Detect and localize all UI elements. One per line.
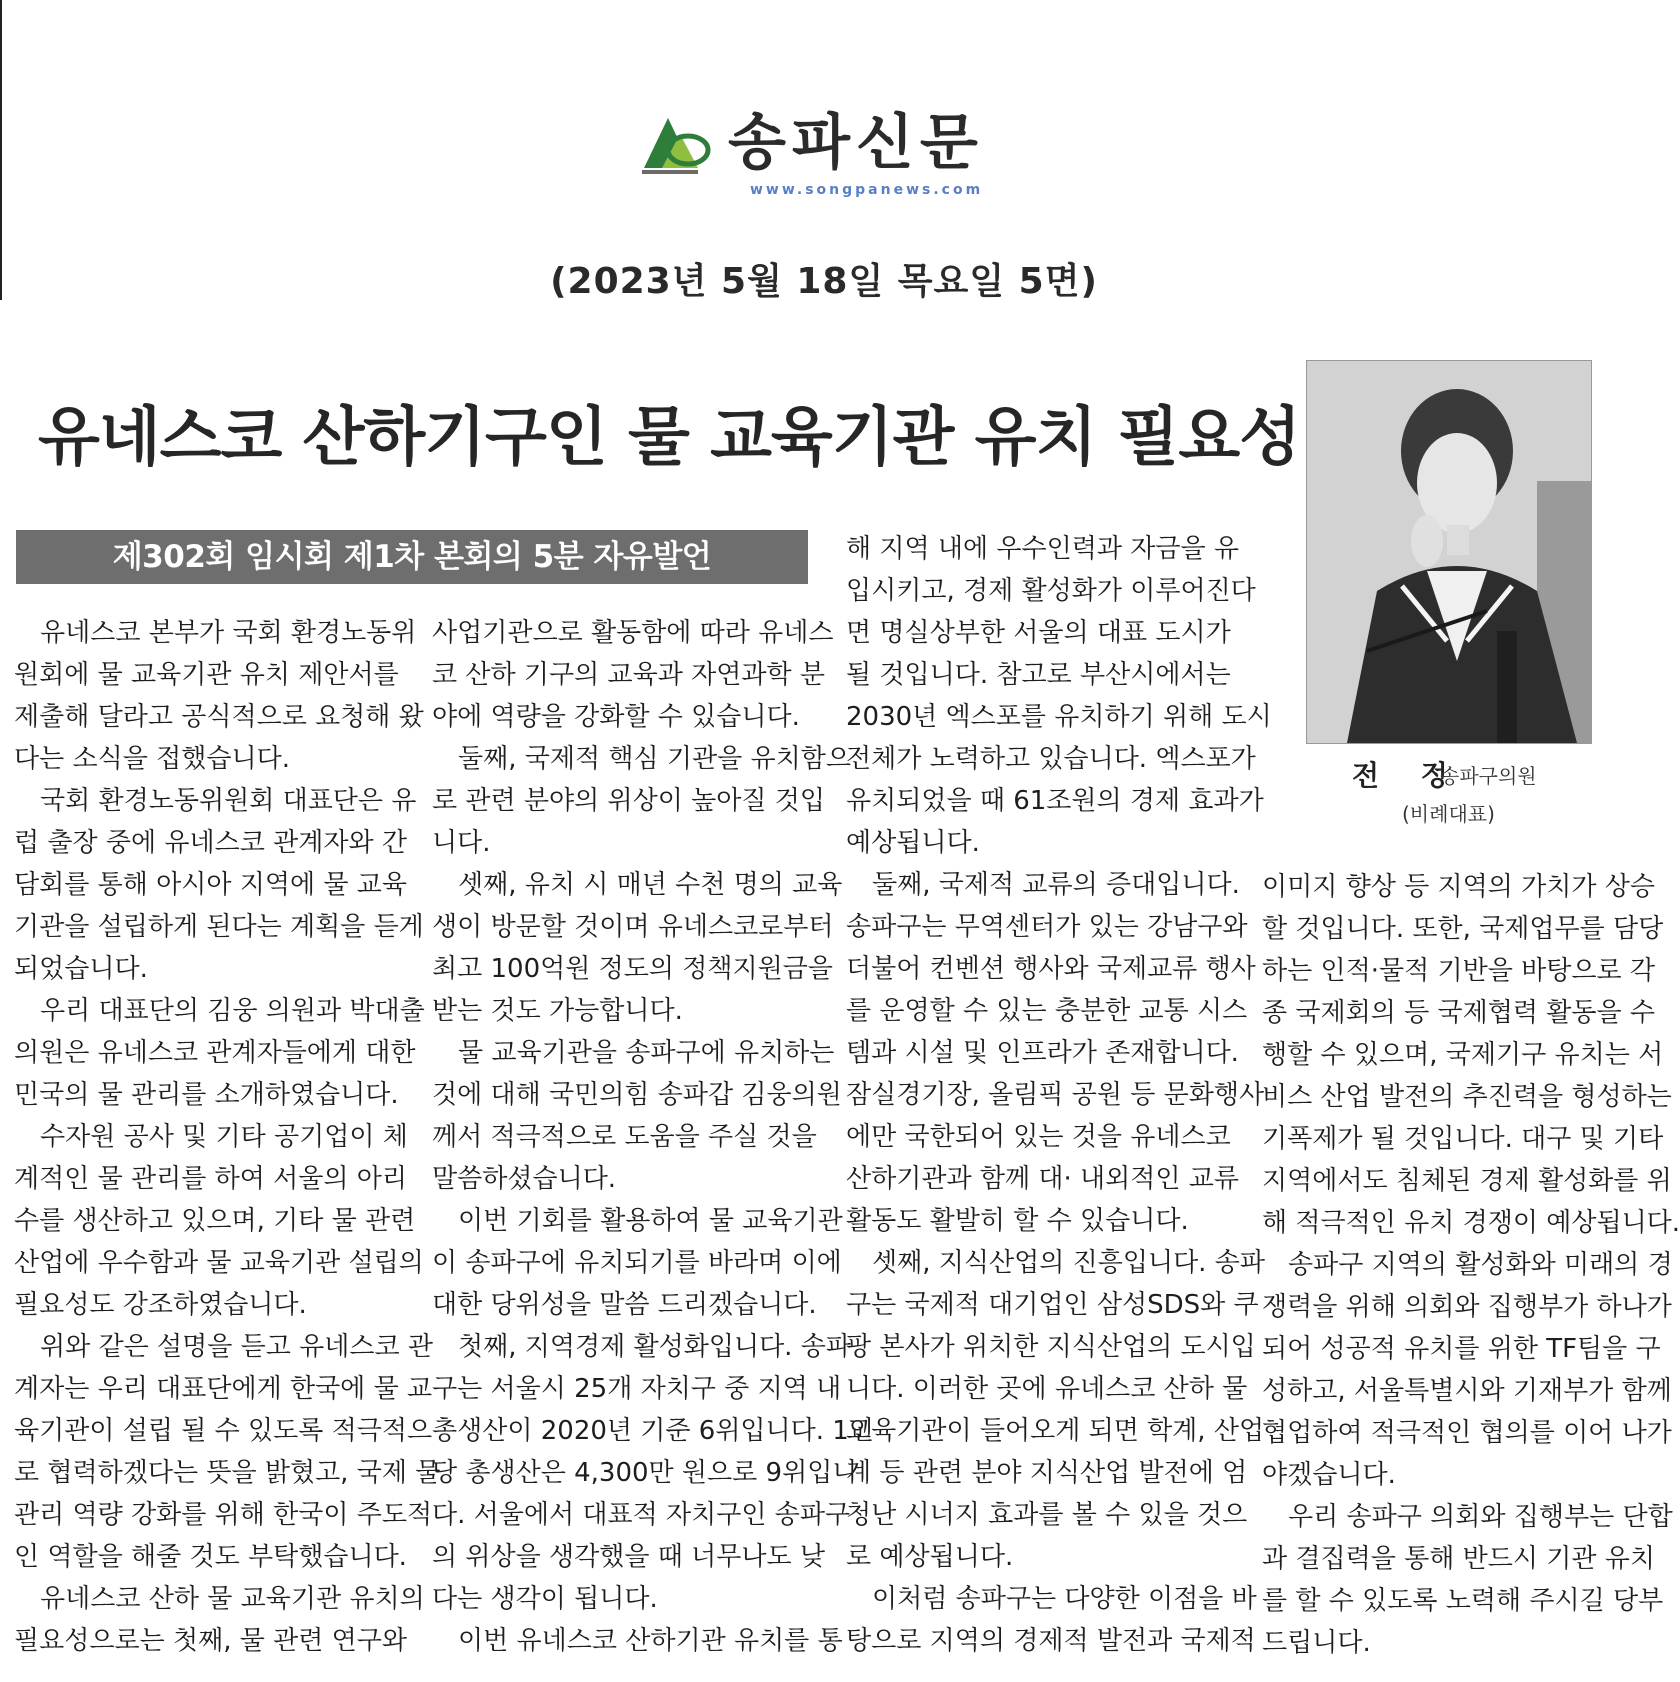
- article-line: 셋째, 지식산업의 진흥입니다. 송파: [872, 1248, 1265, 1278]
- article-line: 야겠습니다.: [1262, 1460, 1396, 1490]
- article-line: 첫째, 지역경제 활성화입니다. 송파: [458, 1332, 851, 1362]
- article-line: 이미지 향상 등 지역의 가치가 상승: [1262, 872, 1655, 902]
- article-line: 송파구 지역의 활성화와 미래의 경: [1288, 1250, 1673, 1280]
- article-line: 더불어 컨벤션 행사와 국제교류 행사: [846, 954, 1256, 984]
- article-line: 니다. 이러한 곳에 유네스코 산하 물: [846, 1374, 1248, 1404]
- article-line: 총생산이 2020년 기준 6위입니다. 1인: [432, 1416, 874, 1446]
- article-line: 당 총생산은 4,300만 원으로 9위입니: [432, 1458, 858, 1488]
- article-line: 다. 서울에서 대표적 자치구인 송파구: [432, 1500, 851, 1530]
- article-line: 에만 국한되어 있는 것을 유네스코: [846, 1122, 1231, 1152]
- article-column-4: [1262, 866, 1680, 1664]
- article-line: 비스 산업 발전의 추진력을 형성하는: [1262, 1082, 1672, 1112]
- article-line: 이처럼 송파구는 다양한 이점을 바: [872, 1584, 1257, 1614]
- article-line: 하는 인적·물적 기반을 바탕으로 각: [1262, 956, 1655, 986]
- article-line: 니다.: [432, 828, 491, 858]
- article-line: 를 할 수 있도록 노력해 주시길 당부: [1262, 1586, 1664, 1616]
- article-line: 야에 역량을 강화할 수 있습니다.: [432, 702, 800, 732]
- article-line: 로 협력하겠다는 뜻을 밝혔고, 국제 물: [14, 1458, 441, 1488]
- article-line: 인 역할을 해줄 것도 부탁했습니다.: [14, 1542, 407, 1572]
- article-line: 면 명실상부한 서울의 대표 도시가: [846, 618, 1231, 648]
- article-line: 이번 유네스코 산하기관 유치를 통: [458, 1626, 843, 1656]
- article-line: 유네스코 산하 물 교육기관 유치의: [40, 1584, 425, 1614]
- article-line: 탕으로 지역의 경제적 발전과 국제적: [846, 1626, 1256, 1656]
- author-name: 전 정: [1352, 759, 1464, 792]
- article-line: 산업에 우수함과 물 교육기관 설립의: [14, 1248, 424, 1278]
- article-line: 필요성으로는 첫째, 물 관련 연구와: [14, 1626, 407, 1656]
- article-line: 이번 기회를 활용하여 물 교육기관: [458, 1206, 843, 1236]
- article-line: 송파구는 무역센터가 있는 강남구와: [846, 912, 1248, 942]
- article-line: 협업하여 적극적인 협의를 이어 나가: [1262, 1418, 1672, 1448]
- article-line: 다는 소식을 접했습니다.: [14, 744, 290, 774]
- article-line: 우리 대표단의 김웅 의원과 박대출: [40, 996, 425, 1026]
- article-line: 이 송파구에 유치되기를 바라며 이에: [432, 1248, 842, 1278]
- article-line: 산하기관과 함께 대· 내외적인 교류: [846, 1164, 1239, 1194]
- article-line: 성하고, 서울특별시와 기재부가 함께: [1262, 1376, 1672, 1406]
- article-line: 청난 시너지 효과를 볼 수 있을 것으: [846, 1500, 1248, 1530]
- article-line: 셋째, 유치 시 매년 수천 명의 교육: [458, 870, 843, 900]
- article-headline: 유네스코 산하기구인 물 교육기관 유치 필요성: [38, 401, 1301, 475]
- article-line: 우리 송파구 의회와 집행부는 단합: [1288, 1502, 1673, 1532]
- article-line: 담회를 통해 아시아 지역에 물 교육: [14, 870, 407, 900]
- masthead: [640, 108, 1030, 198]
- article-line: 원회에 물 교육기관 유치 제안서를: [14, 660, 399, 690]
- article-line: 템과 시설 및 인프라가 존재합니다.: [846, 1038, 1239, 1068]
- article-line: 수자원 공사 및 기타 공기업이 체: [40, 1122, 408, 1152]
- article-line: 둘째, 국제적 교류의 증대입니다.: [872, 870, 1240, 900]
- article-line: 기관을 설립하게 된다는 계획을 듣게: [14, 912, 424, 942]
- article-line: 입시키고, 경제 활성화가 이루어진다: [846, 576, 1256, 606]
- article-line: 제출해 달라고 공식적으로 요청해 왔: [14, 702, 424, 732]
- author-role: 송파구의원: [1440, 764, 1537, 788]
- article-line: 를 운영할 수 있는 충분한 교통 시스: [846, 996, 1248, 1026]
- article-line: 전체가 노력하고 있습니다. 엑스포가: [846, 744, 1256, 774]
- issue-date: (2023년 5월 18일 목요일 5면): [550, 261, 1098, 302]
- author-photo: [1306, 360, 1592, 744]
- article-line: 계 등 관련 분야 지식산업 발전에 엄: [846, 1458, 1248, 1488]
- article-column-2: [432, 612, 874, 1662]
- page-edge-line: [0, 0, 2, 300]
- article-line: 받는 것도 가능합니다.: [432, 996, 683, 1026]
- article-line: 의원은 유네스코 관계자들에게 대한: [14, 1038, 416, 1068]
- article-column-3: [846, 528, 1272, 1662]
- article-line: 물 교육기관을 송파구에 유치하는: [458, 1038, 835, 1068]
- article-line: 될 것입니다. 참고로 부산시에서는: [846, 660, 1231, 690]
- article-line: 쟁력을 위해 의회와 집행부가 하나가: [1262, 1292, 1672, 1322]
- article-line: 의 위상을 생각했을 때 너무나도 낮: [432, 1542, 825, 1572]
- article-line: 로 예상됩니다.: [846, 1542, 1014, 1572]
- article-line: 사업기관으로 활동함에 따라 유네스: [432, 618, 834, 648]
- article-line: 수를 생산하고 있으며, 기타 물 관련: [14, 1206, 416, 1236]
- article-column-1: [14, 612, 441, 1662]
- author-party: (비례대표): [1402, 802, 1495, 826]
- article-line: 기폭제가 될 것입니다. 대구 및 기타: [1262, 1124, 1664, 1154]
- article-line: 최고 100억원 정도의 정책지원금을: [432, 954, 833, 984]
- article-line: 생이 방문할 것이며 유네스코로부터: [432, 912, 834, 942]
- article-line: 구는 국제적 대기업인 삼성SDS와 쿠: [846, 1290, 1259, 1320]
- article-line: 위와 같은 설명을 듣고 유네스코 관: [40, 1332, 433, 1362]
- article-line: 지역에서도 침체된 경제 활성화를 위: [1262, 1166, 1672, 1196]
- article-line: 것에 대해 국민의힘 송파갑 김웅의원: [432, 1080, 842, 1110]
- article-line: 계자는 우리 대표단에게 한국에 물 교: [14, 1374, 433, 1404]
- newspaper-name: 송파신문: [728, 108, 984, 178]
- article-line: 팡 본사가 위치한 지식산업의 도시입: [846, 1332, 1256, 1362]
- article-line: 구는 서울시 25개 자치구 중 지역 내: [432, 1374, 842, 1404]
- article-line: 되어 성공적 유치를 위한 TF팀을 구: [1262, 1334, 1661, 1364]
- article-line: 필요성도 강조하였습니다.: [14, 1290, 307, 1320]
- article-line: 둘째, 국제적 핵심 기관을 유치함으: [458, 744, 851, 774]
- article-line: 할 것입니다. 또한, 국제업무를 담당: [1262, 914, 1664, 944]
- article-line: 행할 수 있으며, 국제기구 유치는 서: [1262, 1040, 1664, 1070]
- article-line: 말씀하셨습니다.: [432, 1164, 617, 1194]
- article-line: 유네스코 본부가 국회 환경노동위: [40, 618, 417, 648]
- article-subhead: 제302회 임시회 제1차 본회의 5분 자유발언: [16, 530, 808, 584]
- article-line: 다는 생각이 됩니다.: [432, 1584, 658, 1614]
- article-line: 잠실경기장, 올림픽 공원 등 문화행사: [846, 1080, 1265, 1110]
- article-line: 럽 출장 중에 유네스코 관계자와 간: [14, 828, 407, 858]
- article-line: 육기관이 설립 될 수 있도록 적극적으: [14, 1416, 433, 1446]
- article-line: 교육기관이 들어오게 되면 학계, 산업: [846, 1416, 1265, 1446]
- article-line: 관리 역량 강화를 위해 한국이 주도적: [14, 1500, 433, 1530]
- article-line: 께서 적극적으로 도움을 주실 것을: [432, 1122, 817, 1152]
- article-line: 계적인 물 관리를 하여 서울의 아리: [14, 1164, 407, 1194]
- article-line: 코 산하 기구의 교육과 자연과학 분: [432, 660, 825, 690]
- article-line: 종 국제회의 등 국제협력 활동을 수: [1262, 998, 1655, 1028]
- article-line: 민국의 물 관리를 소개하였습니다.: [14, 1080, 399, 1110]
- article-line: 되었습니다.: [14, 954, 148, 984]
- newspaper-logo-icon: [640, 110, 710, 176]
- article-line: 드립니다.: [1262, 1628, 1371, 1658]
- article-line: 과 결집력을 통해 반드시 기관 유치: [1262, 1544, 1655, 1574]
- article-line: 대한 당위성을 말씀 드리겠습니다.: [432, 1290, 817, 1320]
- article-line: 유치되었을 때 61조원의 경제 효과가: [846, 786, 1264, 816]
- article-line: 예상됩니다.: [846, 828, 980, 858]
- article-line: 국회 환경노동위원회 대표단은 유: [40, 786, 417, 816]
- article-line: 해 지역 내에 우수인력과 자금을 유: [846, 534, 1239, 564]
- article-line: 2030년 엑스포를 유치하기 위해 도시: [846, 702, 1272, 732]
- article-line: 로 관련 분야의 위상이 높아질 것입: [432, 786, 825, 816]
- article-line: 해 적극적인 유치 경쟁이 예상됩니다.: [1262, 1208, 1680, 1238]
- article-line: 활동도 활발히 할 수 있습니다.: [846, 1206, 1189, 1236]
- newspaper-url: www.songpanews.com: [750, 182, 984, 198]
